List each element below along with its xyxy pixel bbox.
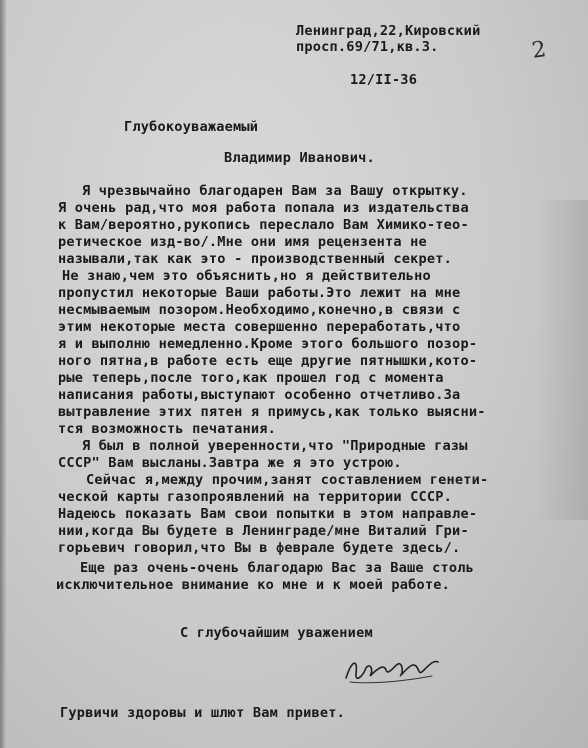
body-line: к Вам/вероятно,рукопись переслало Вам Химико-тео- (58, 217, 469, 233)
closing-paragraph-line: исключительное внимание ко мне и к моей работе. (56, 577, 451, 593)
body-line: пропустил некоторые Ваши работы.Это лежит на мне (58, 285, 461, 301)
body-line: вытравление этих пятен я примусь,как только выясни- (58, 404, 486, 420)
postscript: Гурвичи здоровы и шлют Вам привет. (60, 705, 346, 721)
scan-shadow (536, 200, 588, 520)
body-line: написания работы,выступают особенно отчетливо.За (58, 387, 461, 403)
body-line: Я очень рад,что моя работа попала из издательства (58, 200, 469, 216)
body-line: Сейчас я,между прочим,занят составлением генети- (86, 472, 489, 488)
body-line: этим некоторые места совершенно переработать,что (58, 319, 461, 335)
sender-address-line-1: Ленинград,22,Кировский (296, 23, 481, 39)
closing-phrase: С глубочайшим уважением (180, 625, 373, 641)
body-line: ческой карты газопроявлений на территории СССР. (58, 489, 453, 505)
handwritten-signature (340, 648, 450, 690)
closing-paragraph-line: Еще раз очень-очень благодарю Вас за Ваше столь (80, 560, 475, 576)
body-line: Я был в полной уверенности,что "Природные газы (82, 438, 468, 454)
body-line: тся возможность печатания. (58, 421, 276, 437)
body-line: горьевич говорил,что Вы в феврале будете здесь/. (58, 540, 461, 556)
body-line: называли,так как это - производственный секрет. (58, 251, 453, 267)
sender-address-line-2: просп.69/71,кв.3. (296, 39, 439, 55)
body-line: СССР" Вам высланы.Завтра же я это устрою. (58, 455, 402, 471)
handwritten-page-number: 2 (530, 37, 548, 64)
body-line: рые теперь,после того,как прошел год с момента (58, 370, 444, 386)
body-line: Надеюсь показать Вам свои попытки в этом направле- (58, 506, 478, 522)
body-line: несмываемым позором.Необходимо,конечно,в связи с (58, 302, 461, 318)
salutation-line-2: Владимир Иванович. (224, 150, 375, 166)
letter-date: 12/II-36 (350, 72, 418, 88)
body-line: Не знаю,чем это объяснить,но я действительно (62, 268, 431, 284)
body-line: Я чрезвычайно благодарен Вам за Вашу открытку. (82, 183, 468, 199)
salutation-line-1: Глубокоуважаемый (124, 119, 259, 135)
body-line: я и выполню немедленно.Кроме этого большого позор- (58, 336, 478, 352)
body-line: нии,когда Вы будете в Ленинграде/мне Виталий Гри- (58, 523, 469, 539)
body-line: ного пятна,в работе есть еще другие пятнышки,кото- (58, 353, 478, 369)
body-line: ретическое изд-во/.Мне они имя рецензента не (58, 234, 427, 250)
